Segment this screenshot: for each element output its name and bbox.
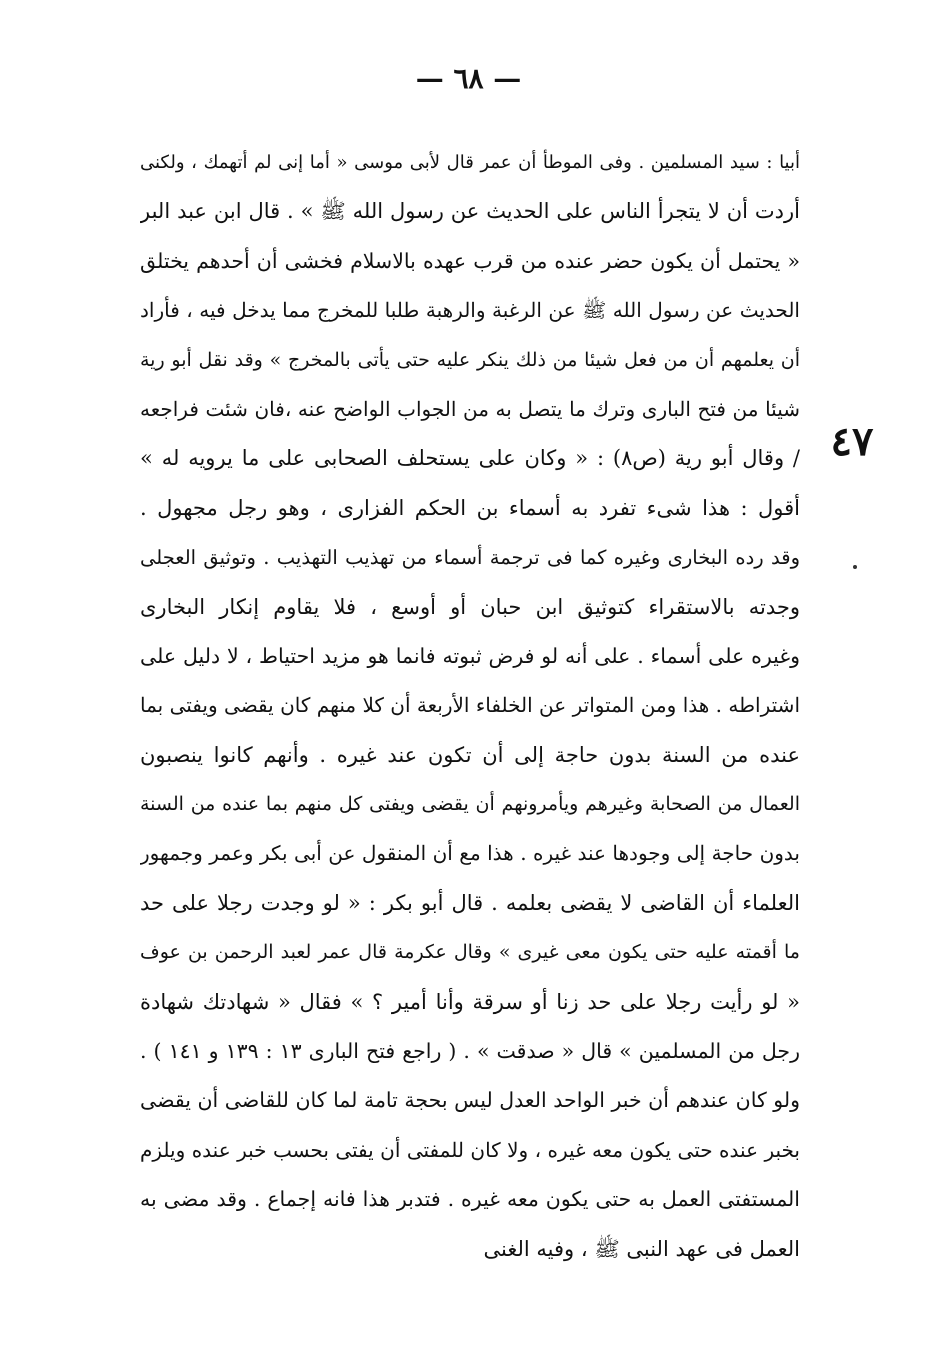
text-line: وغيره على أسماء . على أنه لو فرض ثبوته فانما هو مزيد احتياط ، لا دليل على [140, 643, 800, 668]
text-line: اشتراطه . هذا ومن المتواتر عن الخلفاء الأربعة أن كلا منهم كان يقضى ويفتى بما [140, 693, 800, 718]
text-line: وجدته بالاستقراء كتوثيق ابن حبان أو أوسع ، فلا يقاوم إنكار البخارى [140, 594, 800, 619]
text-line: عنده من السنة بدون حاجة إلى أن تكون عند غيره . وأنهم كانوا ينصبون [140, 742, 800, 767]
text-line: بخبر عنده حتى يكون معه غيره ، ولا كان للمفتى أن يفتى بحسب خبر عنده ويلزم [140, 1137, 800, 1162]
margin-speck [853, 565, 857, 569]
text-line: أردت أن لا يتجرأ الناس على الحديث عن رسول الله ﷺ » . قال ابن عبد البر [140, 199, 800, 224]
text-line: أقول : هذا شىء تفرد به أسماء بن الحكم الفزارى ، وهو رجل مجهول . [140, 495, 800, 520]
text-line: أبيا : سيد المسلمين . وفى الموطأ أن عمر قال لأبى موسى « أما إنى لم أتهمك ، ولكنى [140, 152, 800, 173]
text-line: العلماء أن القاضى لا يقضى بعلمه . قال أبو بكر : « لو وجدت رجلا على حد [140, 890, 800, 915]
text-line: المستفتى العمل به حتى يكون معه غيره . فتدبر هذا فانه إجماع . وقد مضى به [140, 1187, 800, 1212]
text-line: بدون حاجة إلى وجودها عند غيره . هذا مع أن المنقول عن أبى بكر وعمر وجمهور [140, 841, 800, 866]
text-line: « يحتمل أن يكون حضر عنده من قرب عهده بالاسلام فخشى أن أحدهم يختلق [140, 248, 800, 273]
text-line: العمال من الصحابة وغيرهم ويأمرونهم أن يقضى ويفتى كل منهم بما عنده من السنة [140, 793, 800, 816]
body-text [140, 138, 800, 1274]
text-line: رجل من المسلمين » قال « صدقت » . ( راجع فتح البارى ١٣ : ١٣٩ و ١٤١ ) . [140, 1039, 800, 1064]
text-line: / وقال أبو رية (ص٨) : « وكان على يستحلف الصحابى على ما يرويه له » [140, 446, 800, 471]
text-line: العمل فى عهد النبى ﷺ ، وفيه الغنى [483, 1236, 800, 1261]
text-line: الحديث عن رسول الله ﷺ عن الرغبة والرهبة طلبا للمخرج مما يدخل فيه ، فأراد [140, 298, 800, 323]
page-number: — ٦٨ — [415, 62, 522, 95]
text-line: أن يعلمهم أن من فعل شيئا من ذلك ينكر عليه حتى يأتى بالمخرج » وقد نقل أبو رية [140, 348, 800, 371]
text-line: ولو كان عندهم أن خبر الواحد العدل ليس بحجة تامة لما كان للقاضى أن يقضى [140, 1088, 800, 1113]
text-line: « لو رأيت رجلا على حد زنا أو سرقة وأنا أمير ؟ » فقال « شهادتك شهادة [140, 989, 800, 1014]
text-line: شيئا من فتح البارى وترك ما يتصل به من الجواب الواضح عنه ،فان شئت فراجعه [140, 396, 800, 421]
text-line: ما أقمته عليه حتى يكون معى غيرى » وقال عكرمة قال عمر لعبد الرحمن بن عوف [140, 941, 800, 964]
margin-note-number: ٤٧ [830, 418, 874, 465]
text-line: وقد رده البخارى وغيره كما فى ترجمة أسماء من تهذيب التهذيب . وتوثيق العجلى [140, 546, 800, 570]
